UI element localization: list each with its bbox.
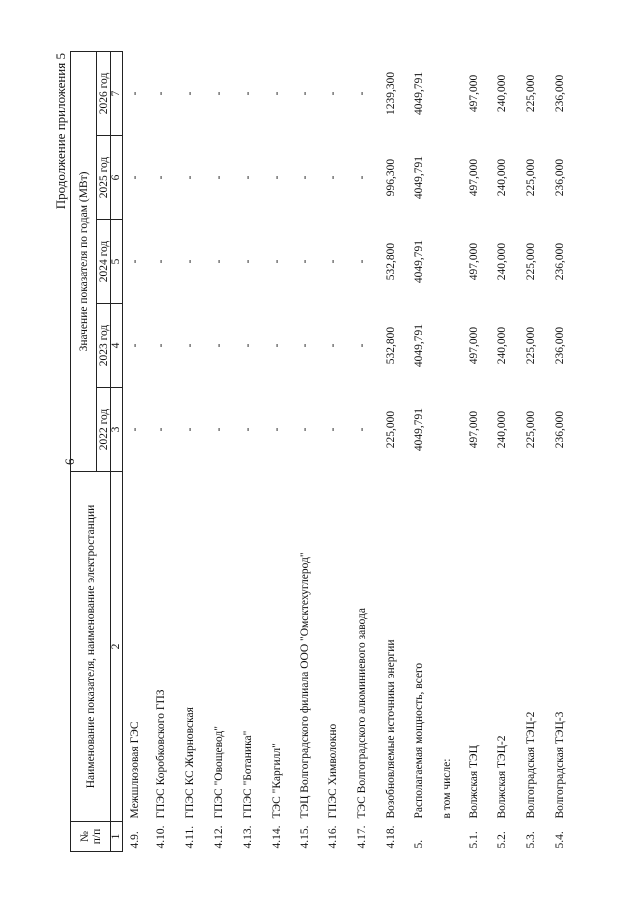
row-name: ТЭС "Каргилл" [270,743,283,819]
value-cell [434,304,460,388]
header-year-2022: 2022 год [97,388,111,472]
value-cell: 240,000 [496,74,508,113]
row-name: ГПЭС Коробковского ГПЗ [155,689,167,819]
value-cell: - [242,91,254,96]
value-cell: - [213,91,225,96]
table-body [123,51,574,851]
row-number: 5. [413,839,425,849]
value-cell: - [270,427,283,432]
row-name: Волжская ТЭЦ [467,745,480,819]
value-cell: 236,000 [553,326,566,365]
value-cell: 236,000 [553,158,566,197]
value-cell: - [155,175,167,180]
row-number [434,822,460,852]
table-row [291,51,319,851]
value-cell: 225,000 [525,158,537,197]
value-cell: - [242,175,254,180]
value-cell: 225,000 [525,242,537,281]
value-cell: - [356,343,368,348]
value-cell: - [128,259,141,264]
value-cell: - [327,259,339,264]
table-row [176,51,205,851]
col-number-5: 5 [111,220,123,304]
value-cell: - [298,175,311,180]
row-number: 4.14. [270,825,283,849]
value-cell: - [184,175,196,180]
value-cell: 1239,300 [384,71,397,116]
table-row [319,51,348,851]
row-number: 5.4. [553,831,566,849]
row-number: 4.16. [327,825,339,849]
continuation-title: Продолжение приложения 5 [53,53,68,210]
value-cell: 236,000 [553,242,566,281]
value-cell: 497,000 [467,74,480,113]
header-no: № п/п [71,822,111,852]
value-cell: - [128,175,141,180]
row-number: 4.10. [155,825,167,849]
value-cell: 4049,791 [413,239,425,284]
value-cell: 4049,791 [413,71,425,116]
row-name: Возобновляемые источники энергии [384,639,397,819]
header-year-2025: 2025 год [97,136,111,220]
header-values: Значение показателя по годам (МВт) [71,51,97,471]
value-cell: 225,000 [525,74,537,113]
row-name: ГПЭС КС Жирновская [184,707,196,819]
table-row [460,51,488,851]
row-name: ТЭС Волгоградского алюминиевого завода [356,608,368,819]
value-cell: - [155,427,167,432]
value-cell: 497,000 [467,410,480,449]
value-cell: - [213,175,225,180]
value-cell: - [270,175,283,180]
value-cell: - [298,259,311,264]
value-cell: - [184,91,196,96]
value-cell: - [327,175,339,180]
value-cell: - [213,427,225,432]
page-number: 6 [62,458,77,465]
value-cell: - [356,91,368,96]
value-cell: - [128,427,141,432]
value-cell: - [213,259,225,264]
table-row [234,51,263,851]
header-year-2024: 2024 год [97,220,111,304]
value-cell: - [155,343,167,348]
value-cell: - [242,427,254,432]
table-row [405,51,434,851]
value-cell [434,220,460,304]
value-cell: - [356,175,368,180]
value-cell: - [298,343,311,348]
row-name: Волгоградская ТЭЦ-3 [553,711,566,819]
table-row [348,51,377,851]
value-cell: 4049,791 [413,323,425,368]
value-cell: 225,000 [384,410,397,449]
col-number-3: 3 [111,388,123,472]
table-row [147,51,176,851]
value-cell: - [356,427,368,432]
table-row [546,51,574,851]
value-cell: - [155,91,167,96]
row-number: 5.3. [525,831,537,849]
value-cell: 497,000 [467,242,480,281]
value-cell: 4049,791 [413,155,425,200]
row-name: ТЭЦ Волгоградского филиала ООО "Омсктехуглерод" [298,552,311,819]
value-cell: - [327,343,339,348]
value-cell: 236,000 [553,74,566,113]
row-number: 4.17. [356,825,368,849]
table-row [205,51,234,851]
row-name: Волгоградская ТЭЦ-2 [525,711,537,819]
row-number: 5.2. [496,831,508,849]
value-cell: - [298,91,311,96]
row-number: 4.15. [298,825,311,849]
col-number-1: 1 [111,822,123,852]
value-cell: 240,000 [496,326,508,365]
value-cell: - [128,91,141,96]
col-number-2: 2 [111,472,123,822]
row-number: 4.12. [213,825,225,849]
value-cell: - [270,91,283,96]
table-row [123,51,147,851]
value-cell: 225,000 [525,326,537,365]
value-cell: - [356,259,368,264]
value-cell [434,388,460,472]
value-cell: - [128,343,141,348]
value-cell: 236,000 [553,410,566,449]
row-name: ГПЭС "Овощевод" [213,726,225,819]
row-number: 4.9. [128,831,141,849]
header-year-2026: 2026 год [97,51,111,135]
value-cell: - [298,427,311,432]
value-cell: - [184,427,196,432]
col-number-7: 7 [111,51,123,135]
value-cell: 532,800 [384,242,397,281]
value-cell: 497,000 [467,158,480,197]
header-name: Наименование показателя, наименование электростанции [71,472,111,822]
row-name: ГПЭС "Ботаника" [242,730,254,819]
col-number-6: 6 [111,136,123,220]
col-number-4: 4 [111,304,123,388]
row-number: 5.1. [467,831,480,849]
row-name: Межшлюзовая ГЭС [128,721,141,819]
table-row [434,51,460,851]
value-cell: - [327,91,339,96]
value-cell [434,51,460,135]
table-row [517,51,546,851]
value-cell: 532,800 [384,326,397,365]
value-cell: - [155,259,167,264]
value-cell: 240,000 [496,242,508,281]
value-cell: - [213,343,225,348]
table-row [488,51,517,851]
value-cell: - [327,427,339,432]
table-row [377,51,405,851]
value-cell: 497,000 [467,326,480,365]
row-name: в том числе: [440,758,453,819]
value-cell: - [184,343,196,348]
value-cell: 4049,791 [413,407,425,452]
row-name: Располагаемая мощность, всего [413,662,425,819]
row-name: Волжская ТЭЦ-2 [496,735,508,819]
row-name: ГПЭС Химволокно [327,723,339,819]
value-cell: 240,000 [496,410,508,449]
value-cell [434,136,460,220]
value-cell: 225,000 [525,410,537,449]
header-year-2023: 2023 год [97,304,111,388]
value-cell: - [242,259,254,264]
value-cell: - [184,259,196,264]
value-cell: - [242,343,254,348]
row-number: 4.11. [184,825,196,849]
value-cell: 240,000 [496,158,508,197]
row-number: 4.13. [242,825,254,849]
value-cell: - [270,343,283,348]
data-table [70,51,574,852]
value-cell: 996,300 [384,158,397,197]
value-cell: - [270,259,283,264]
table-row [263,51,291,851]
row-number: 4.18. [384,825,397,849]
